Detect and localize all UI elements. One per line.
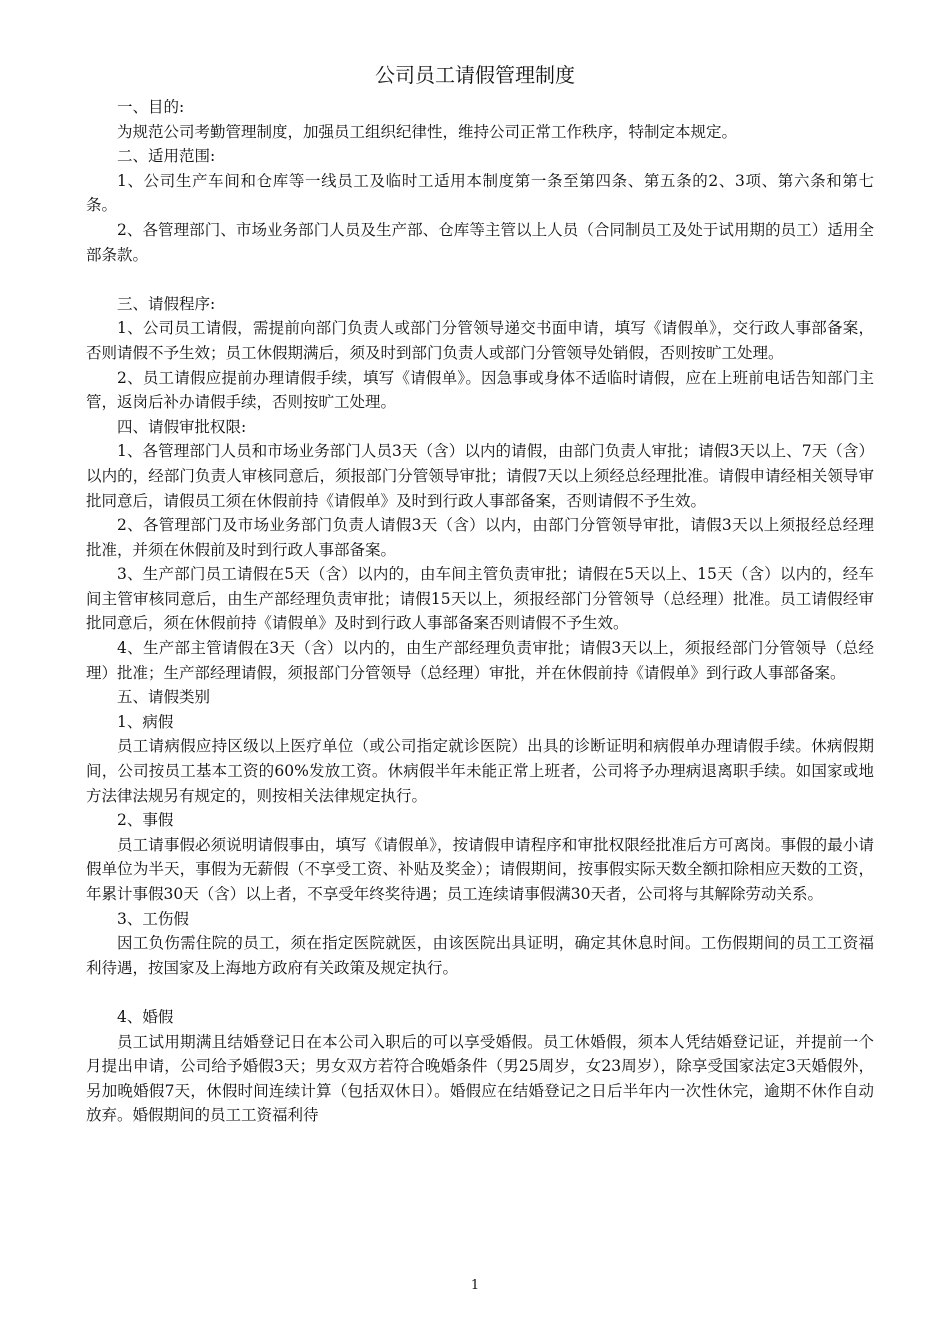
paragraph: 为规范公司考勤管理制度，加强员工组织纪律性，维持公司正常工作秩序，特制定本规定。 xyxy=(117,122,738,141)
paragraph: 1、公司生产车间和仓库等一线员工及临时工适用本制度第一条至第四条、第五条的2、3项、第六条和第七条。 xyxy=(86,171,874,215)
paragraph: 员工请病假应持区级以上医疗单位（或公司指定就诊医院）出具的诊断证明和病假单办理请假手续。休病假期间，公司按员工基本工资的60%发放工资。休病假半年未能正常上班者，公司将予办理病退离职手续。如国家或地方法律法规另有规定的，则按相关法律规定执行。 xyxy=(86,737,874,805)
paragraph: 员工请事假必须说明请假事由，填写《请假单》，按请假申请程序和审批权限经批准后方可离岗。事假的最小请假单位为半天，事假为无薪假（不享受工资、补贴及奖金）；请假期间，按事假实际天数全额扣除相应天数的工资，年累计事假30天（含）以上者，不享受年终奖待遇；员工连续请事假满30天者，公司将与其解除劳动关系。 xyxy=(86,835,874,903)
document-body xyxy=(86,95,874,1128)
paragraph: 2、各管理部门、市场业务部门人员及生产部、仓库等主管以上人员（合同制员工及处于试用期的员工）适用全部条款。 xyxy=(86,220,874,264)
section-heading: 四、请假审批权限: xyxy=(117,417,247,436)
blank-line xyxy=(86,980,874,1005)
paragraph: 1、公司员工请假，需提前向部门负责人或部门分管领导递交书面申请，填写《请假单》，交行政人事部备案，否则请假不予生效；员工休假期满后，须及时到部门负责人或部门分管领导处销假，否则按旷工处理。 xyxy=(86,319,874,362)
paragraph: 4、生产部主管请假在3天（含）以内的，由生产部经理负责审批；请假3天以上，须报经部门分管领导（总经理）批准；生产部经理请假，须报部门分管领导（总经理）审批，并在休假前持《请假单》到行政人事部备案。 xyxy=(86,639,874,682)
section-heading: 2、事假 xyxy=(117,811,174,830)
blank-line xyxy=(86,267,874,292)
paragraph: 1、各管理部门人员和市场业务部门人员3天（含）以内的请假，由部门负责人审批；请假3天以上、7天（含）以内的，经部门负责人审核同意后，须报部门分管领导审批；请假7天以上须经总经理批准。请假申请经相关领导审批同意后，请假员工须在休假前持《请假单》及时到行政人事部备案，否则请假不予生效。 xyxy=(86,442,874,510)
section-heading: 1、病假 xyxy=(117,712,174,731)
page-number: 1 xyxy=(470,1278,480,1293)
paragraph: 员工试用期满且结婚登记日在本公司入职后的可以享受婚假。员工休婚假，须本人凭结婚登记证，并提前一个月提出申请，公司给予婚假3天；男女双方若符合晚婚条件（男25周岁，女23周岁），除享受国家法定3天婚假外，另加晚婚假7天，休假时间连续计算（包括双休日）。婚假应在结婚登记之日后半年内一次性休完，逾期不休作自动放弃。婚假期间的员工工资福利待 xyxy=(86,1032,874,1125)
section-heading: 4、婚假 xyxy=(117,1007,174,1026)
section-heading: 二、适用范围: xyxy=(117,147,216,166)
document-title: 公司员工请假管理制度 xyxy=(375,63,575,87)
paragraph: 2、各管理部门及市场业务部门负责人请假3天（含）以内，由部门分管领导审批，请假3天以上须报经总经理批准，并须在休假前及时到行政人事部备案。 xyxy=(86,516,874,559)
section-heading: 五、请假类别 xyxy=(117,688,211,707)
section-heading: 一、目的: xyxy=(117,98,185,116)
paragraph: 因工负伤需住院的员工，须在指定医院就医，由该医院出具证明，确定其休息时间。工伤假期间的员工工资福利待遇，按国家及上海地方政府有关政策及规定执行。 xyxy=(86,934,874,977)
paragraph: 2、员工请假应提前办理请假手续，填写《请假单》。因急事或身体不适临时请假，应在上班前电话告知部门主管，返岗后补办请假手续，否则按旷工处理。 xyxy=(86,368,874,412)
section-heading: 三、请假程序: xyxy=(117,294,216,313)
section-heading: 3、工伤假 xyxy=(117,909,189,928)
paragraph: 3、生产部门员工请假在5天（含）以内的，由车间主管负责审批；请假在5天以上、15天（含）以内的，经车间主管审核同意后，由生产部经理负责审批；请假15天以上，须报经部门分管领导（总经理）批准。员工请假经审批同意后，须在休假前持《请假单》及时到行政人事部备案否则请假不予生效。 xyxy=(86,565,874,633)
